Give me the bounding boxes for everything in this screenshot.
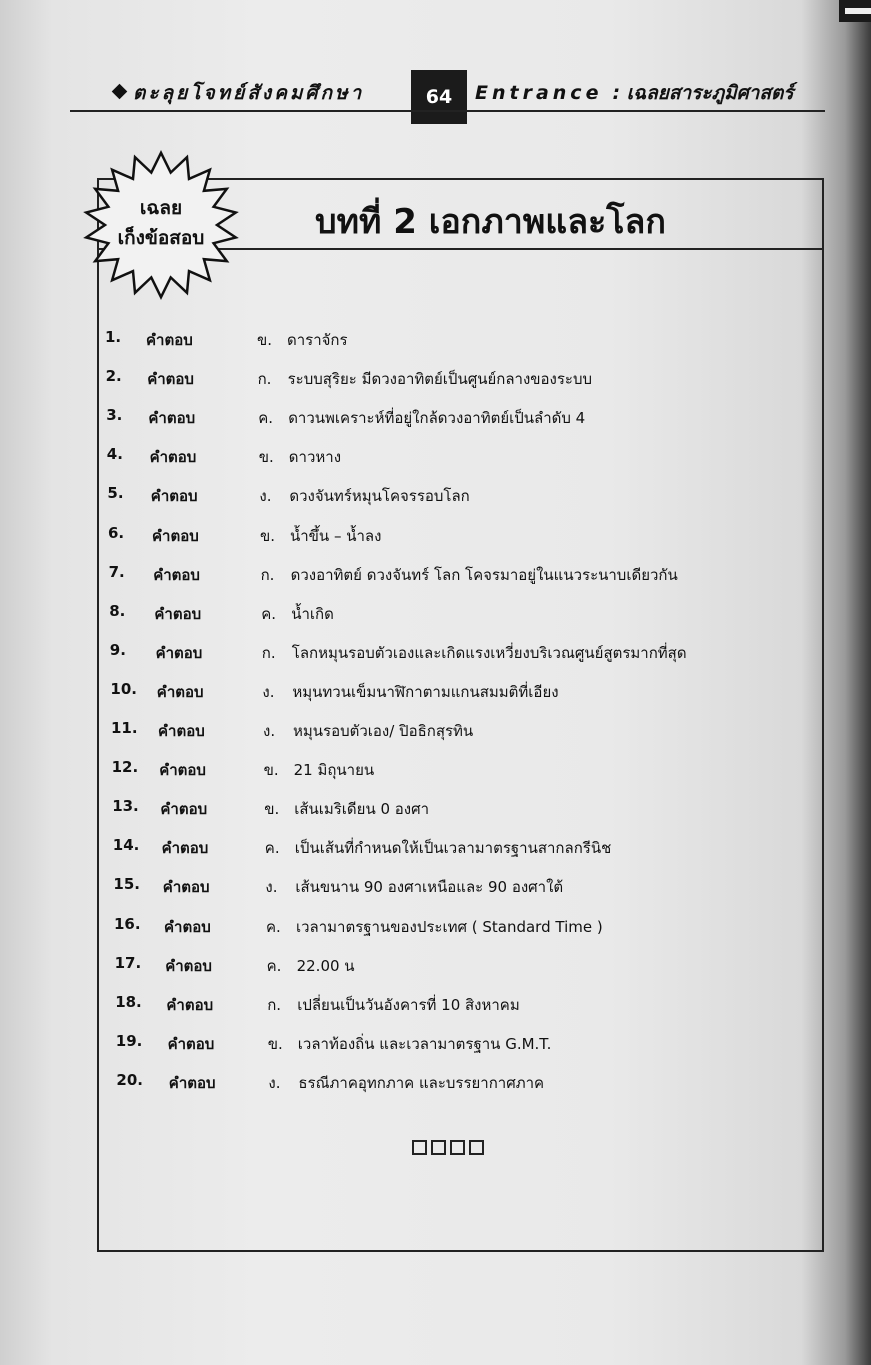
header-left: [114, 78, 364, 108]
answer-label: คำตอบ: [164, 917, 211, 936]
answer-number: 18.: [115, 992, 142, 1011]
header-book-title: ตะลุยโจทย์สังคมศึกษา: [133, 82, 365, 104]
end-marker: [412, 1140, 484, 1155]
answer-choice: ข.: [257, 331, 273, 349]
header-right: [475, 78, 794, 108]
page-corner-highlight: [845, 8, 871, 14]
answer-row: [0, 484, 871, 508]
answer-choice: ก.: [257, 370, 272, 389]
answer-text: น้ำขึ้น – น้ำลง: [290, 526, 382, 545]
answer-text: หมุนรอบตัวเอง/ ปิอธิกสุรทิน: [293, 722, 474, 740]
answer-row: [0, 875, 871, 899]
answer-choice: ค.: [261, 604, 276, 623]
answer-row: [0, 1032, 871, 1056]
answer-row: [0, 445, 871, 469]
answer-row: [0, 954, 871, 978]
answer-row: [0, 328, 871, 352]
answer-choice: ข.: [267, 1034, 283, 1053]
answer-text: เป็นเส้นที่กำหนดให้เป็นเวลามาตรฐานสากลกรีนิช: [294, 839, 612, 858]
answer-choice: ข.: [258, 448, 274, 467]
answer-label: คำตอบ: [152, 526, 199, 545]
answer-number: 1.: [105, 328, 122, 346]
answer-choice: ค.: [266, 917, 281, 936]
answer-choice: ค.: [264, 839, 280, 858]
answer-number: 13.: [112, 797, 139, 816]
answer-text: หมุนทวนเข็มนาฬิกาตามแกนสมมติที่เอียง: [292, 682, 559, 701]
badge-line-1: เฉลย: [139, 197, 183, 219]
page-number: 64: [411, 70, 467, 124]
answer-choice: ข.: [264, 800, 280, 819]
answer-row: [0, 367, 871, 391]
answer-label: คำตอบ: [167, 1034, 215, 1053]
answer-choice: ค.: [258, 409, 273, 428]
answer-row: [0, 680, 871, 704]
answer-label: คำตอบ: [159, 761, 206, 780]
answer-text: โลกหมุนรอบตัวเองและเกิดแรงเหวี่ยงบริเวณศูนย์สูตรมากที่สุด: [291, 643, 687, 662]
end-square-icon: [469, 1140, 484, 1155]
answer-label: คำตอบ: [148, 409, 196, 428]
answer-label: คำตอบ: [147, 370, 194, 389]
end-square-icon: [450, 1140, 465, 1155]
answer-row: [0, 836, 871, 860]
answer-choice: ก.: [260, 565, 275, 584]
answer-label: คำตอบ: [165, 956, 212, 975]
answer-choice: ง.: [265, 878, 278, 897]
answer-row: [0, 915, 871, 939]
answer-choice: ง.: [259, 487, 272, 506]
answer-text: ดาวหาง: [288, 448, 342, 467]
diamond-bullet-icon: [112, 84, 128, 100]
end-square-icon: [431, 1140, 446, 1155]
answer-number: 20.: [116, 1070, 143, 1089]
answer-text: ดาราจักร: [287, 331, 348, 349]
answer-number: 6.: [108, 523, 125, 542]
answer-text: ดวงจันทร์หมุนโคจรรอบโลก: [289, 487, 470, 506]
answer-number: 2.: [105, 367, 122, 386]
answer-number: 11.: [111, 719, 138, 737]
answer-choice: ก.: [261, 643, 276, 662]
answer-text: ดวงอาทิตย์ ดวงจันทร์ โลก โคจรมาอยู่ในแนวระนาบเดียวกัน: [290, 565, 678, 584]
answer-number: 12.: [111, 758, 139, 777]
end-square-icon: [412, 1140, 427, 1155]
chapter-title: บทที่ 2 เอกภาพและโลก: [315, 202, 666, 242]
answer-number: 8.: [109, 601, 126, 620]
answer-choice: ข.: [260, 526, 276, 545]
header-rule: [70, 110, 825, 112]
answer-text: เวลามาตรฐานของประเทศ ( Standard Time ): [296, 917, 603, 936]
badge-line-2: เก็งข้อสอบ: [117, 227, 205, 249]
answer-row: [0, 1071, 871, 1095]
answer-text: เปลี่ยนเป็นวันอังคารที่ 10 สิงหาคม: [297, 995, 520, 1014]
answer-text: น้ำเกิด: [291, 604, 334, 623]
answer-choice: ค.: [266, 956, 282, 975]
answer-text: ธรณีภาคอุทกภาค และบรรยากาศภาค: [298, 1073, 545, 1092]
answer-label: คำตอบ: [160, 800, 208, 819]
answer-choice: ข.: [263, 761, 279, 780]
answer-label: คำตอบ: [153, 565, 200, 584]
answer-row: [0, 406, 871, 430]
answer-number: 14.: [112, 836, 140, 855]
answer-number: 7.: [108, 562, 125, 581]
answer-row: [0, 758, 871, 782]
answer-number: 10.: [110, 679, 137, 698]
answer-label: คำตอบ: [146, 331, 193, 349]
answer-label: คำตอบ: [168, 1073, 216, 1092]
answer-row: [0, 563, 871, 587]
answer-choice: ง.: [262, 682, 275, 701]
answer-row: [0, 719, 871, 743]
answer-row: [0, 602, 871, 626]
answer-label: คำตอบ: [154, 604, 202, 623]
header-entrance-label: Entrance: [475, 82, 603, 104]
answer-row: [0, 993, 871, 1017]
answer-text: ระบบสุริยะ มีดวงอาทิตย์เป็นศูนย์กลางของระบบ: [287, 370, 593, 389]
answer-row: [0, 641, 871, 665]
answer-label: คำตอบ: [149, 448, 197, 467]
answer-label: คำตอบ: [162, 878, 210, 897]
answer-label: คำตอบ: [155, 643, 203, 662]
answer-choice: ง.: [268, 1073, 281, 1092]
answer-label: คำตอบ: [161, 839, 209, 858]
answer-text: ดาวนพเคราะห์ที่อยู่ใกล้ดวงอาทิตย์เป็นลำดับ 4: [288, 409, 586, 428]
answer-text: 22.00 น: [296, 956, 355, 975]
answer-label: คำตอบ: [158, 722, 205, 740]
answer-number: 5.: [107, 484, 124, 503]
answer-label: คำตอบ: [156, 682, 204, 701]
answer-number: 9.: [109, 640, 126, 659]
answer-text: เวลาท้องถิ่น และเวลามาตรฐาน G.M.T.: [297, 1034, 552, 1053]
answer-text: 21 มิถุนายน: [293, 761, 375, 780]
answer-text: เส้นขนาน 90 องศาเหนือและ 90 องศาใต้: [295, 878, 564, 897]
answer-label: คำตอบ: [150, 487, 198, 506]
header-section-title: : เฉลยสาระภูมิศาสตร์: [612, 82, 794, 104]
answer-label: คำตอบ: [166, 995, 214, 1014]
answer-number: 3.: [106, 406, 123, 425]
answer-number: 17.: [114, 953, 142, 972]
answer-row: [0, 797, 871, 821]
answer-number: 16.: [114, 914, 141, 933]
answer-text: เส้นเมริเดียน 0 องศา: [294, 800, 430, 819]
answer-row: [0, 524, 871, 548]
answer-choice: ง.: [263, 722, 276, 740]
answer-choice: ก.: [267, 995, 282, 1014]
answer-number: 19.: [115, 1031, 143, 1050]
answer-number: 4.: [106, 445, 123, 464]
answer-number: 15.: [113, 875, 140, 894]
